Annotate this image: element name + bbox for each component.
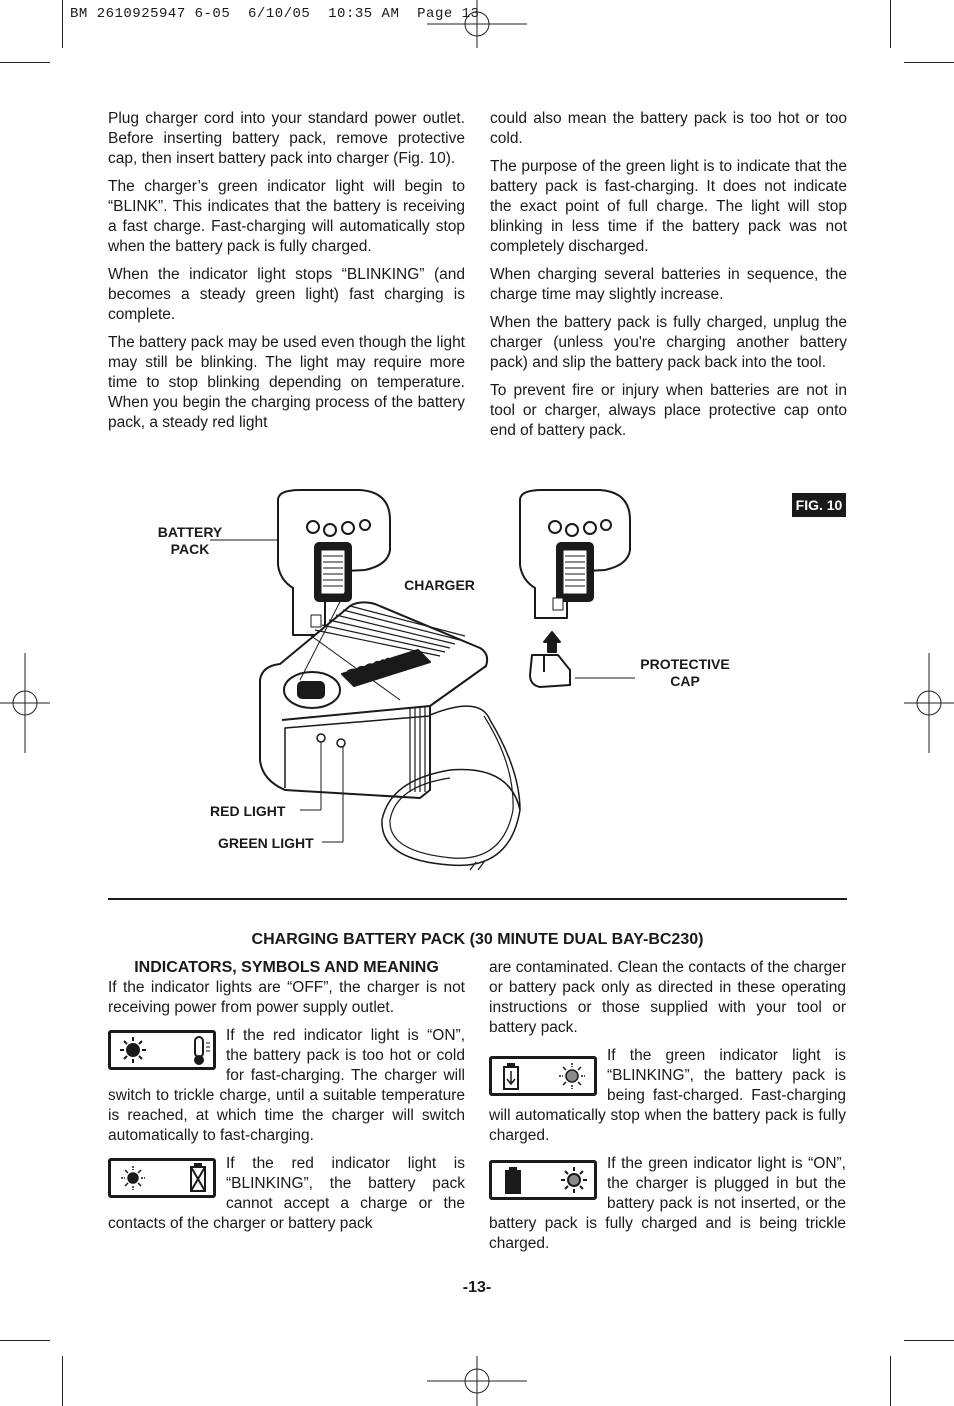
paragraph: Plug charger cord into your standard power outlet. Before inserting battery pack, remove protective cap, then insert battery pack into charger (Fig. 10). xyxy=(108,110,465,167)
symbol-red-on xyxy=(108,1030,216,1070)
page-number: -13- xyxy=(462,1279,492,1296)
paragraph: When charging several batteries in sequence, the charge time may slightly increase. xyxy=(490,266,847,303)
paragraph: When the battery pack is fully charged, unplug the charger (unless you're charging another battery pack) and slip the battery pack back into the tool. xyxy=(490,314,847,371)
indicator-red-on-text: If the red indicator light is “ON”, the battery pack is too hot or cold for fast-charging. The charger will switch to trickle charge, until a suitable temperature is reached, at which time the charger will switch automatically to fast-charging. xyxy=(108,1027,465,1144)
charger-brand: BOSCH xyxy=(346,655,393,682)
paragraph: To prevent fire or injury when batteries are not in tool or charger, always place protective cap onto end of battery pack. xyxy=(490,382,847,439)
print-slug: BM 2610925947 6-05 6/10/05 10:35 AM Page 13 xyxy=(70,6,480,22)
paragraph: When the indicator light stops “BLINKING” (and becomes a steady green light) fast charging is complete. xyxy=(108,266,465,323)
instructions-left-column xyxy=(108,109,465,441)
indicator-red-blink-text: If the red indicator light is “BLINKING”, the battery pack cannot accept a charge or the contacts of the charger or battery pack xyxy=(108,1155,465,1232)
indicator-green-blink-text: If the green indicator light is “BLINKING”, the battery pack is being fast-charged. Fast-charging will automatically stop when the battery pack is fully charged. xyxy=(489,1047,846,1144)
paragraph: The charger’s green indicator light will begin to “BLINK”. This indicates that the battery is receiving a fast charge. Fast-charging will automatically stop when the battery pack is fully charged. xyxy=(108,178,465,255)
paragraph: The battery pack may be used even though the light may still be blinking. The light may require more time to stop blinking depending on temperature. When you begin the charging process of the battery pack, a steady red light xyxy=(108,334,465,431)
symbol-red-blink xyxy=(108,1158,216,1198)
paragraph: The purpose of the green light is to indicate that the battery pack is fast-charging. It does not indicate the exact point of full charge. The light will stop blinking in less time if the battery pack was not completely discharged. xyxy=(490,158,847,255)
full-battery-steady-light-icon xyxy=(492,1163,594,1197)
label-battery-pack: BATTERY PACK xyxy=(157,524,223,557)
indicators-right-column xyxy=(489,958,846,1262)
label-protective-cap: PROTECTIVE CAP xyxy=(640,656,730,689)
figure-tag: FIG. 10 xyxy=(792,493,846,517)
indicator-green-on-text: If the green indicator light is “ON”, the charger is plugged in but the battery pack is not inserted, or the battery pack is fully charged and is being trickle charged. xyxy=(489,1155,846,1252)
section-title: CHARGING BATTERY PACK (30 MINUTE DUAL BAY-BC230) xyxy=(251,931,704,948)
charging-battery-blinking-light-icon xyxy=(492,1059,594,1093)
section-divider xyxy=(108,898,847,900)
green-light-indicator xyxy=(337,739,345,747)
indicator-off-text: If the indicator lights are “OFF”, the charger is not receiving power from power supply outlet. xyxy=(108,979,465,1016)
label-red-light: RED LIGHT xyxy=(210,803,286,819)
symbol-green-blink xyxy=(489,1056,597,1096)
label-green-light: GREEN LIGHT xyxy=(218,835,314,851)
indicators-left-column xyxy=(108,958,465,1242)
red-light-indicator xyxy=(317,734,325,742)
paragraph: could also mean the battery pack is too hot or too cold. xyxy=(490,110,847,147)
sun-thermometer-icon xyxy=(111,1033,213,1067)
instructions-right-column xyxy=(490,109,847,449)
indicators-heading: INDICATORS, SYMBOLS AND MEANING xyxy=(134,959,439,976)
protective-cap-shape xyxy=(530,655,570,687)
symbol-green-on xyxy=(489,1160,597,1200)
label-charger: CHARGER xyxy=(404,577,475,593)
blinking-sun-crossed-battery-icon xyxy=(111,1161,213,1195)
indicator-red-blink-continued: are contaminated. Clean the contacts of the charger or battery pack only as directed in these operating instructions or those supplied with your tool or battery pack. xyxy=(489,959,846,1036)
